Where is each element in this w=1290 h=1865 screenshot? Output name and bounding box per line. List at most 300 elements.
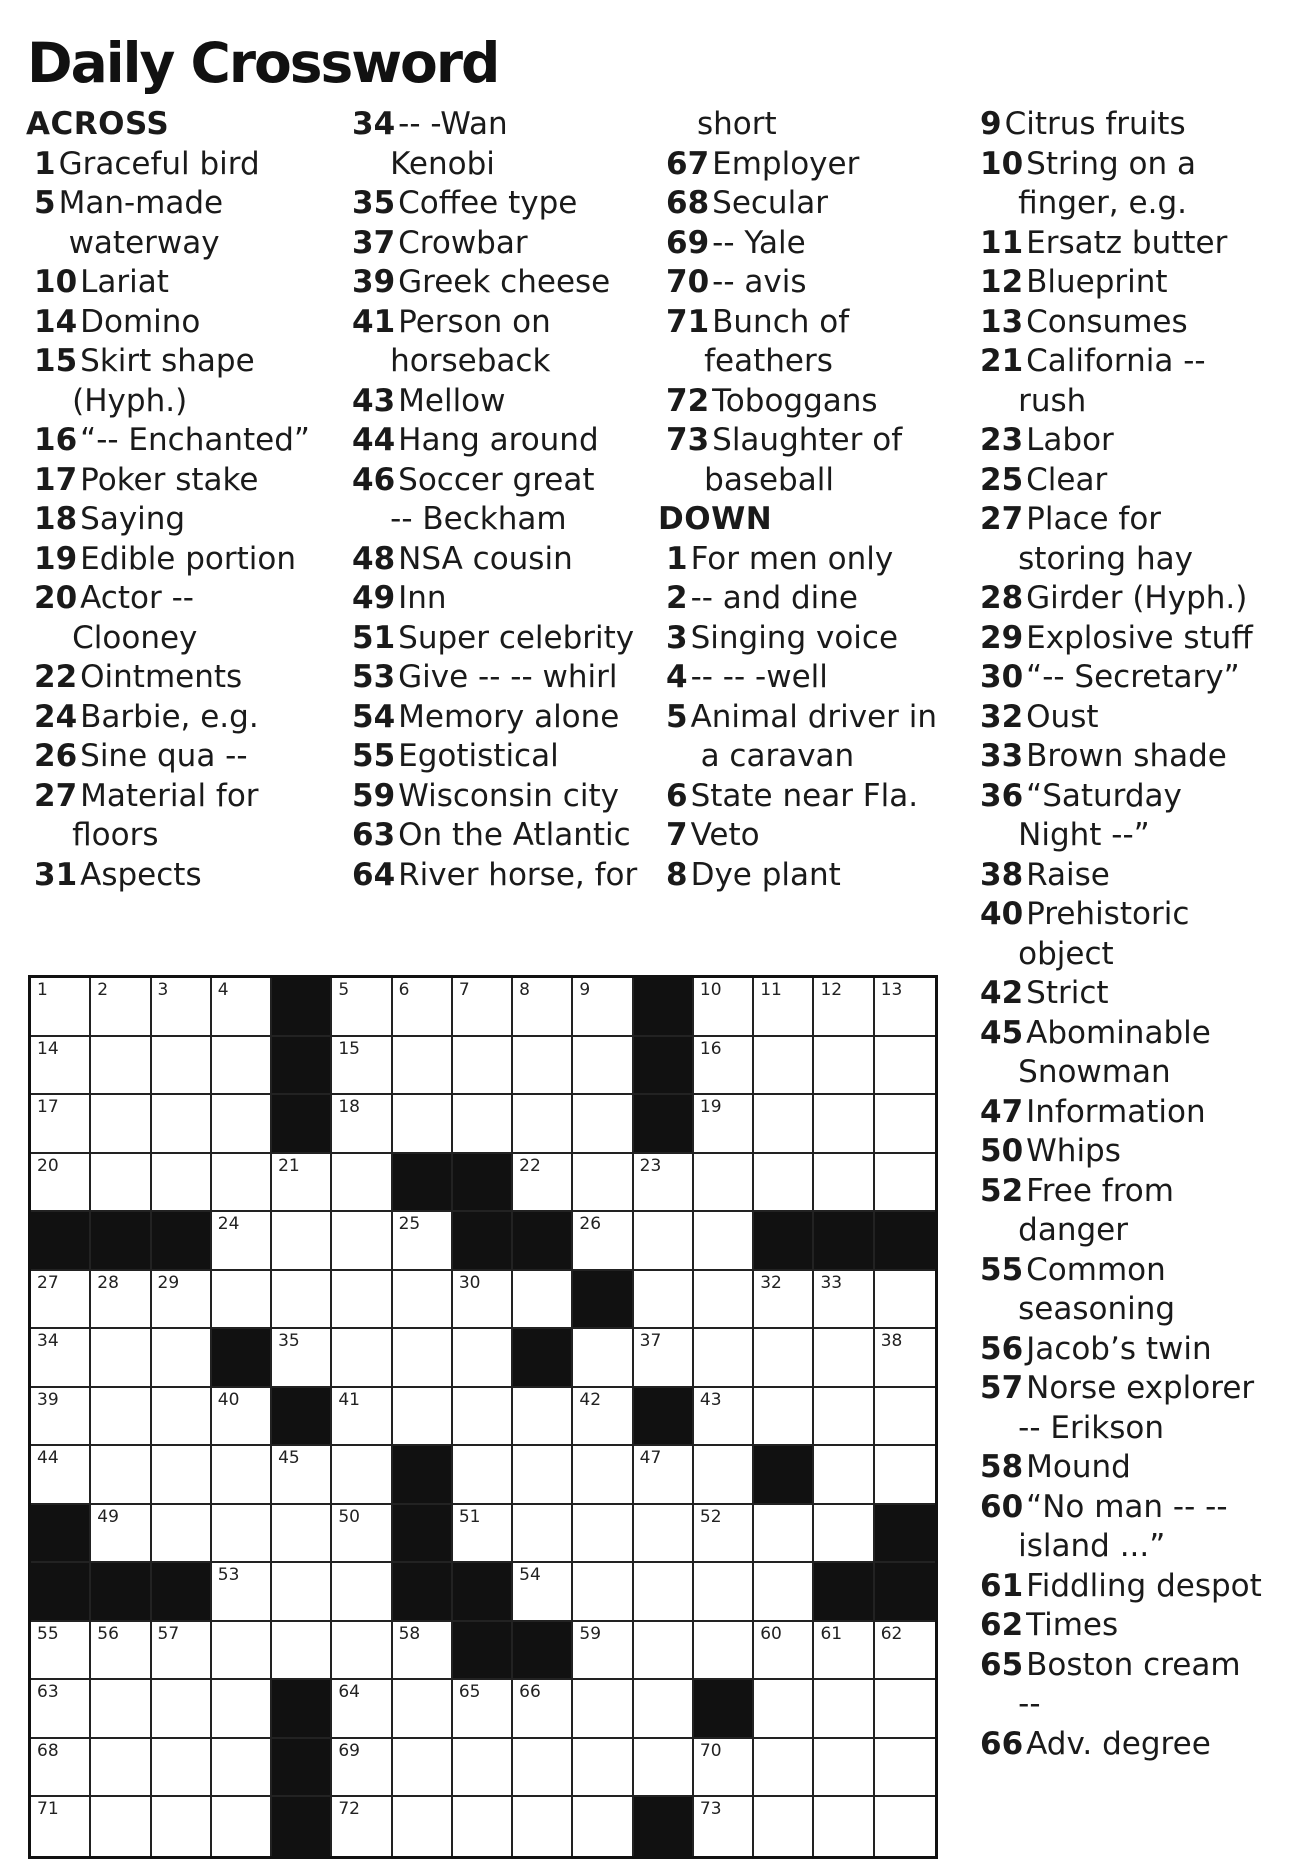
cell-number: 62 [880,1623,903,1644]
grid-cell[interactable] [814,1622,874,1681]
cell-number: 24 [217,1214,240,1235]
grid-cell[interactable] [152,1622,212,1681]
grid-cell[interactable] [814,1095,874,1154]
grid-cell[interactable] [513,978,573,1037]
cell-number: 29 [157,1272,180,1293]
clue-line: a caravan [700,738,855,774]
grid-cell[interactable] [754,978,814,1037]
clue-number: 55 [980,1251,1024,1288]
grid-cell[interactable] [272,1329,332,1388]
grid-cell[interactable] [152,1797,212,1856]
clue-number: 41 [352,303,396,340]
grid-cell[interactable] [31,1329,91,1388]
grid-cell[interactable] [91,1095,151,1154]
cell-number: 25 [398,1214,421,1235]
grid-cell[interactable] [573,1505,633,1564]
grid-cell[interactable] [875,1739,935,1798]
cell-number: 39 [37,1389,59,1410]
cell-number: 66 [519,1682,541,1703]
clue-item [658,382,968,422]
black-square [513,1212,573,1271]
grid-cell[interactable] [332,978,392,1037]
clue-line: Boston cream [1026,1646,1241,1683]
cell-number: 33 [820,1272,843,1293]
grid-cell[interactable] [875,978,935,1037]
clue-line: Information [1026,1093,1206,1130]
grid-cell[interactable] [513,1680,573,1739]
grid-cell[interactable] [91,1271,151,1330]
clue-number: 5 [666,698,688,735]
grid-cell[interactable] [453,1095,513,1154]
grid-cell[interactable] [573,978,633,1037]
grid-cell[interactable] [91,1329,151,1388]
grid-cell[interactable] [814,1505,874,1564]
grid-cell[interactable] [332,1797,392,1856]
grid-cell[interactable] [754,1680,814,1739]
grid-cell[interactable] [453,1037,513,1096]
grid-cell[interactable] [91,1797,151,1856]
clue-number: 45 [980,1014,1024,1051]
clue-line: “-- Enchanted” [80,422,310,458]
grid-cell[interactable] [694,1212,754,1271]
grid-cell[interactable] [875,1037,935,1096]
grid-cell[interactable] [212,1622,272,1681]
grid-cell[interactable] [332,1622,392,1681]
grid-cell[interactable] [634,1212,694,1271]
grid-cell[interactable] [212,1797,272,1856]
grid-cell[interactable] [31,1622,91,1681]
grid-cell[interactable] [152,1446,212,1505]
grid-cell[interactable] [91,978,151,1037]
grid-cell[interactable] [272,1563,332,1622]
grid-cell[interactable] [814,1797,874,1856]
grid-cell[interactable] [332,1563,392,1622]
clue-text [398,737,654,777]
clue-number: 37 [352,224,396,261]
cell-number: 58 [398,1623,421,1644]
grid-cell[interactable] [513,1563,573,1622]
grid-cell[interactable] [152,1329,212,1388]
clue-line: Aspects [80,856,202,893]
grid-cell[interactable] [453,1680,513,1739]
clue-item [972,303,1272,343]
clue-text [398,619,654,659]
grid-cell[interactable] [332,1388,392,1447]
grid-cell[interactable] [634,1446,694,1505]
grid-cell[interactable] [152,1388,212,1447]
grid-cell[interactable] [694,1446,754,1505]
grid-cell[interactable] [453,1505,513,1564]
clue-item [972,1014,1272,1093]
grid-cell[interactable] [814,1037,874,1096]
clue-item [972,145,1272,224]
grid-cell[interactable] [814,1271,874,1330]
clue-number: 52 [980,1172,1024,1209]
grid-cell[interactable] [573,1739,633,1798]
clue-line: Dye plant [690,856,841,893]
grid-cell[interactable] [332,1212,392,1271]
clue-line: Animal driver in [690,698,938,735]
clue-text [712,224,968,264]
grid-cell[interactable] [212,1446,272,1505]
grid-cell[interactable] [634,1622,694,1681]
grid-cell[interactable] [513,1271,573,1330]
grid-cell[interactable] [694,1563,754,1622]
clue-line: island ...” [1018,1528,1166,1564]
clue-line: -- Yale [712,224,806,261]
grid-cell[interactable] [31,1739,91,1798]
grid-cell[interactable] [453,1271,513,1330]
grid-cell[interactable] [634,1329,694,1388]
grid-cell[interactable] [332,1329,392,1388]
clue-text [1026,619,1272,659]
grid-cell[interactable] [513,1739,573,1798]
grid-cell[interactable] [393,1037,453,1096]
grid-cell[interactable] [31,1388,91,1447]
grid-cell[interactable] [694,1622,754,1681]
grid-cell[interactable] [513,1505,573,1564]
clue-number: 13 [980,303,1024,340]
grid-cell[interactable] [332,1739,392,1798]
grid-cell[interactable] [694,978,754,1037]
clue-text [1026,658,1272,698]
clue-line: Poker stake [80,461,259,498]
cell-number: 23 [639,1155,662,1176]
grid-cell[interactable] [272,1271,332,1330]
grid-cell[interactable] [31,1680,91,1739]
grid-cell[interactable] [152,1154,212,1213]
cell-number: 19 [699,1097,722,1118]
clue-number: 43 [352,382,396,419]
grid-cell[interactable] [754,1388,814,1447]
clue-item [26,698,336,738]
grid-cell[interactable] [212,978,272,1037]
grid-cell[interactable] [573,1388,633,1447]
grid-cell[interactable] [814,1388,874,1447]
grid-cell[interactable] [393,1622,453,1681]
clue-text [398,263,654,303]
grid-cell[interactable] [31,1037,91,1096]
grid-cell[interactable] [212,1563,272,1622]
cell-number: 55 [37,1623,59,1644]
grid-cell[interactable] [573,1680,633,1739]
grid-cell[interactable] [754,1739,814,1798]
clue-line: -- -- -well [690,659,828,695]
crossword-grid [28,975,938,1859]
clue-item [658,579,968,619]
clue-text [1026,461,1272,501]
clue-text [398,777,654,817]
grid-cell[interactable] [875,1329,935,1388]
grid-cell[interactable] [453,1329,513,1388]
grid-cell[interactable] [212,1154,272,1213]
grid-cell[interactable] [272,1212,332,1271]
grid-cell[interactable] [875,1271,935,1330]
grid-cell[interactable] [814,1739,874,1798]
grid-cell[interactable] [152,1271,212,1330]
grid-cell[interactable] [31,1154,91,1213]
clue-number: 29 [980,619,1024,656]
black-square [634,1095,694,1154]
grid-cell[interactable] [453,1739,513,1798]
clue-item [344,303,654,382]
clue-text [691,540,968,580]
cell-number: 63 [37,1682,59,1703]
clue-text [1018,1172,1272,1251]
clue-line: Raise [1026,856,1110,893]
grid-cell[interactable] [31,1797,91,1856]
clue-text [1018,342,1272,421]
clue-line: Fiddling despot [1026,1567,1262,1604]
clue-line: Consumes [1026,303,1188,340]
grid-cell[interactable] [814,978,874,1037]
clue-number: 17 [34,461,78,498]
grid-cell[interactable] [814,1154,874,1213]
grid-cell[interactable] [272,1154,332,1213]
grid-cell[interactable] [272,1446,332,1505]
grid-cell[interactable] [634,1271,694,1330]
clue-text [80,421,336,461]
grid-cell[interactable] [31,978,91,1037]
clue-text [1026,1330,1272,1370]
black-square [875,1212,935,1271]
clue-item [658,777,968,817]
grid-cell[interactable] [875,1446,935,1505]
grid-cell[interactable] [634,1739,694,1798]
grid-cell[interactable] [513,1154,573,1213]
clue-line: Girder (Hyph.) [1026,580,1248,616]
grid-cell[interactable] [573,1212,633,1271]
clue-text [691,777,968,817]
clue-item [972,1725,1272,1765]
clue-line: storing hay [1018,540,1193,577]
cell-number: 12 [820,980,843,1000]
grid-cell[interactable] [91,1037,151,1096]
grid-cell[interactable] [212,1037,272,1096]
grid-cell[interactable] [634,1680,694,1739]
grid-cell[interactable] [814,1446,874,1505]
grid-cell[interactable] [152,1505,212,1564]
grid-cell[interactable] [513,1095,573,1154]
clue-line: Greek cheese [398,264,611,300]
grid-cell[interactable] [332,1095,392,1154]
grid-cell[interactable] [332,1505,392,1564]
grid-cell[interactable] [513,1446,573,1505]
grid-cell[interactable] [91,1505,151,1564]
clue-line: Ointments [80,659,243,695]
grid-cell[interactable] [754,1563,814,1622]
grid-cell[interactable] [634,1505,694,1564]
grid-cell[interactable] [694,1154,754,1213]
clue-line: object [1018,935,1114,972]
grid-cell[interactable] [91,1622,151,1681]
grid-cell[interactable] [694,1505,754,1564]
grid-cell[interactable] [453,1388,513,1447]
cell-number: 64 [338,1682,360,1703]
clue-text [80,698,336,738]
grid-cell[interactable] [573,1037,633,1096]
grid-cell[interactable] [453,1446,513,1505]
grid-cell[interactable] [31,1271,91,1330]
grid-cell[interactable] [91,1154,151,1213]
grid-cell[interactable] [875,1154,935,1213]
clue-item [26,461,336,501]
grid-cell[interactable] [212,1680,272,1739]
grid-cell[interactable] [875,1095,935,1154]
grid-cell[interactable] [573,1154,633,1213]
clue-item [972,1369,1272,1448]
clue-line: Skirt shape [80,343,255,379]
clue-number: 49 [352,580,396,616]
clue-column [972,105,1272,1764]
grid-cell[interactable] [513,1797,573,1856]
grid-cell[interactable] [754,1329,814,1388]
cell-number: 22 [519,1155,541,1176]
grid-cell[interactable] [513,1388,573,1447]
grid-cell[interactable] [393,978,453,1037]
clue-number: 27 [980,501,1024,537]
clue-number: 20 [34,580,78,616]
grid-cell[interactable] [31,1095,91,1154]
grid-cell[interactable] [634,1154,694,1213]
grid-cell[interactable] [694,1095,754,1154]
cell-number: 54 [519,1565,541,1586]
grid-cell[interactable] [754,1154,814,1213]
grid-cell[interactable] [91,1446,151,1505]
grid-cell[interactable] [754,1095,814,1154]
cell-number: 60 [760,1623,782,1644]
grid-cell[interactable] [393,1329,453,1388]
clue-line: Bunch of [712,303,850,340]
grid-cell[interactable] [694,1329,754,1388]
black-square [272,978,332,1037]
grid-cell[interactable] [754,1037,814,1096]
grid-cell[interactable] [152,1680,212,1739]
grid-cell[interactable] [694,1037,754,1096]
grid-cell[interactable] [573,1563,633,1622]
grid-cell[interactable] [634,1563,694,1622]
clue-text [80,856,336,896]
grid-cell[interactable] [393,1212,453,1271]
clue-number: 21 [980,343,1024,379]
clue-line: Times [1026,1607,1119,1643]
grid-cell[interactable] [393,1271,453,1330]
clue-item [344,540,654,580]
grid-cell[interactable] [152,1037,212,1096]
grid-cell[interactable] [212,1388,272,1447]
grid-cell[interactable] [332,1154,392,1213]
grid-cell[interactable] [393,1739,453,1798]
grid-cell[interactable] [212,1212,272,1271]
grid-cell[interactable] [573,1329,633,1388]
grid-cell[interactable] [754,1622,814,1681]
grid-cell[interactable] [875,1388,935,1447]
grid-cell[interactable] [573,1622,633,1681]
grid-cell[interactable] [332,1680,392,1739]
grid-cell[interactable] [694,1388,754,1447]
grid-cell[interactable] [212,1505,272,1564]
clue-item [658,303,968,382]
cell-number: 34 [37,1331,59,1352]
page-title: Daily Crossword [27,31,499,95]
grid-cell[interactable] [91,1680,151,1739]
clue-number: 71 [666,303,710,340]
clue-item [972,1567,1272,1607]
grid-cell[interactable] [754,1271,814,1330]
clue-line: Inn [398,580,447,616]
grid-cell[interactable] [814,1329,874,1388]
clue-number: 48 [352,540,396,577]
clue-item [972,619,1272,659]
clue-text [1018,145,1272,224]
clue-line: Common [1026,1251,1166,1288]
grid-cell[interactable] [272,1622,332,1681]
clue-text [80,263,336,303]
clue-text [398,421,654,461]
grid-cell[interactable] [332,1037,392,1096]
clue-text [691,658,968,698]
grid-cell[interactable] [814,1680,874,1739]
grid-cell[interactable] [754,1505,814,1564]
grid-cell[interactable] [31,1446,91,1505]
grid-cell[interactable] [573,1797,633,1856]
grid-cell[interactable] [573,1095,633,1154]
grid-cell[interactable] [152,978,212,1037]
grid-cell[interactable] [152,1095,212,1154]
grid-cell[interactable] [272,1505,332,1564]
grid-cell[interactable] [694,1271,754,1330]
clue-text [1026,1725,1272,1765]
grid-cell[interactable] [91,1739,151,1798]
clue-item [658,184,968,224]
grid-cell[interactable] [332,1271,392,1330]
grid-cell[interactable] [694,1739,754,1798]
grid-cell[interactable] [212,1271,272,1330]
grid-cell[interactable] [573,1446,633,1505]
black-square [513,1329,573,1388]
grid-cell[interactable] [332,1446,392,1505]
cell-number: 30 [458,1272,481,1293]
grid-cell[interactable] [453,1797,513,1856]
clue-text [398,184,654,224]
clue-item [344,224,654,264]
black-square [754,1212,814,1271]
grid-cell[interactable] [212,1095,272,1154]
clue-line: -- Beckham [390,501,567,537]
grid-cell[interactable] [212,1739,272,1798]
grid-cell[interactable] [152,1739,212,1798]
clue-text [691,856,968,896]
grid-cell[interactable] [875,1622,935,1681]
grid-cell[interactable] [694,1797,754,1856]
clue-item [972,895,1272,974]
cell-number: 4 [217,980,229,1000]
grid-cell[interactable] [393,1680,453,1739]
grid-cell[interactable] [393,1797,453,1856]
grid-cell[interactable] [754,1797,814,1856]
clue-number: 64 [352,856,396,893]
cell-number: 52 [699,1506,722,1527]
clue-line: Wisconsin city [398,777,619,814]
grid-cell[interactable] [453,978,513,1037]
grid-cell[interactable] [875,1797,935,1856]
grid-cell[interactable] [393,1388,453,1447]
grid-cell[interactable] [513,1037,573,1096]
grid-cell[interactable] [875,1680,935,1739]
grid-cell[interactable] [91,1388,151,1447]
grid-cell[interactable] [393,1095,453,1154]
clue-item [972,500,1272,579]
